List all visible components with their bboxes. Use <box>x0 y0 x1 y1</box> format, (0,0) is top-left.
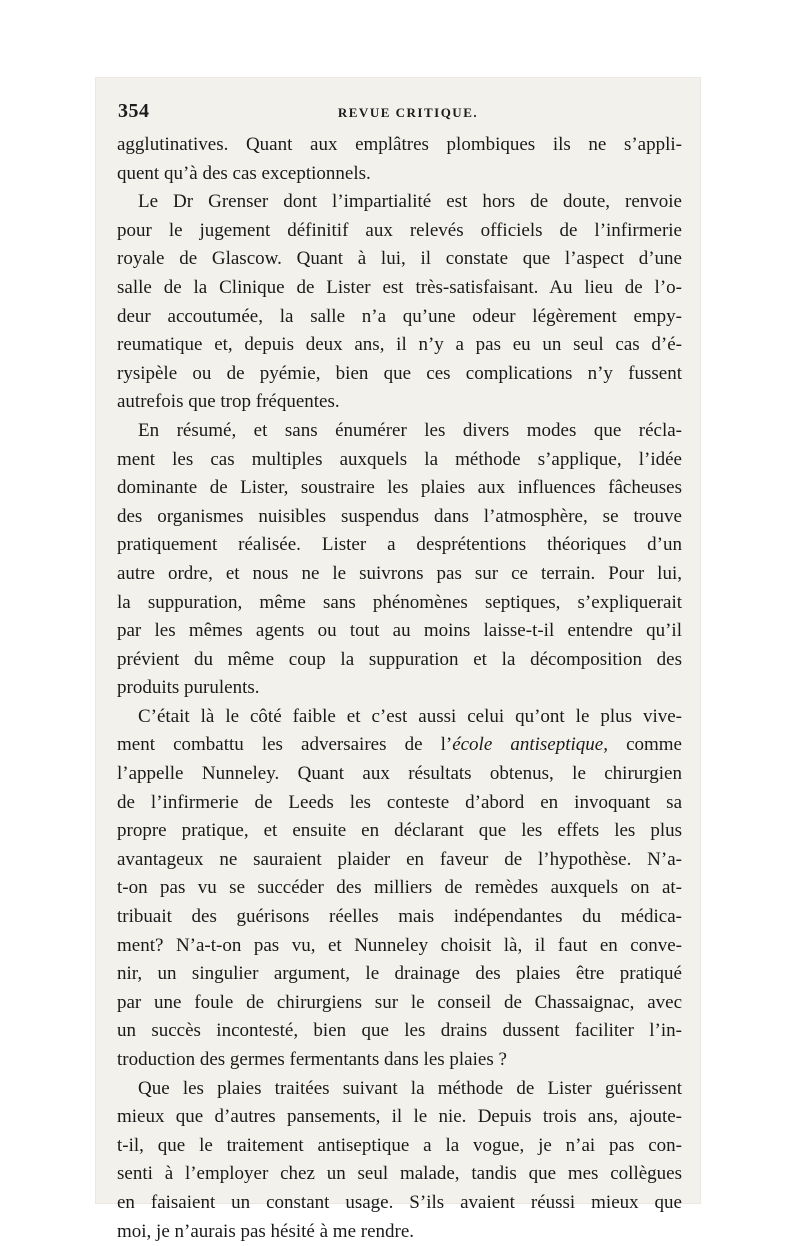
text-segment: comme <box>607 734 682 756</box>
text-line: prévient du même coup la suppuration et la décomposition des <box>117 648 682 670</box>
text-line: propre pratique, et ensuite en déclarant que les effets les plus <box>117 820 682 842</box>
text-line: C’était là le côté faible et c’est aussi celui qu’ont le plus vive- <box>138 705 682 727</box>
text-line: produits purulents. <box>117 677 260 699</box>
text-line: autre ordre, et nous ne le suivrons pas sur ce terrain. Pour lui, <box>117 562 682 584</box>
italic-term: école antiseptique, <box>452 734 608 756</box>
text-line: avantageux ne sauraient plaider en faveur de l’hypothèse. N’a- <box>117 848 682 870</box>
text-line: quent qu’à des cas exceptionnels. <box>117 162 371 184</box>
text-line: salle de la Clinique de Lister est très-satisfaisant. Au lieu de l’o- <box>117 276 682 298</box>
text-line <box>117 731 682 760</box>
text-line: t-il, que le traitement antiseptique a la vogue, je n’ai pas con- <box>117 1134 682 1156</box>
body-text <box>117 131 682 1246</box>
text-line: troduction des germes fermentants dans les plaies ? <box>117 1049 507 1070</box>
text-line: l’appelle Nunneley. Quant aux résultats obtenus, le chirurgien <box>117 763 682 785</box>
text-line: autrefois que trop fréquentes. <box>117 391 340 413</box>
text-line: royale de Glascow. Quant à lui, il constate que l’aspect d’une <box>117 248 682 270</box>
text-line: pratiquement réalisée. Lister a desprétentions théoriques d’un <box>117 534 682 556</box>
text-line: un succès incontesté, bien que les drains dussent faciliter l’in- <box>117 1020 682 1042</box>
text-line: mieux que d’autres pansements, il le nie. Depuis trois ans, ajoute- <box>117 1106 682 1128</box>
text-segment: ment combattu les adversaires de l’ <box>117 734 453 756</box>
running-head: REVUE CRITIQUE. <box>337 105 479 120</box>
text-line: des organismes nuisibles suspendus dans l’atmosphère, se trouve <box>117 505 682 527</box>
text-line: deur accoutumée, la salle n’a qu’une odeur légèrement empy- <box>117 305 682 327</box>
page-number: 354 <box>118 100 150 122</box>
text-line: reumatique et, depuis deux ans, il n’y a pas eu un seul cas d’é- <box>117 334 682 356</box>
text-line: en faisaient un constant usage. S’ils avaient réussi mieux que <box>117 1191 682 1213</box>
text-line: agglutinatives. Quant aux emplâtres plombiques ils ne s’appli- <box>117 134 682 155</box>
text-line: ment les cas multiples auxquels la méthode s’applique, l’idée <box>117 448 682 470</box>
text-line: la suppuration, même sans phénomènes septiques, s’expliquerait <box>117 591 682 613</box>
text-line: tribuait des guérisons réelles mais indépendantes du médica- <box>117 906 682 928</box>
text-line: t-on pas vu se succéder des milliers de remèdes auxquels on at- <box>117 877 682 899</box>
text-line: Que les plaies traitées suivant la méthode de Lister guérissent <box>138 1077 682 1099</box>
text-line: nir, un singulier argument, le drainage des plaies être pratiqué <box>117 963 682 985</box>
text-line: par une foule de chirurgiens sur le conseil de Chassaignac, avec <box>117 991 682 1013</box>
text-line: En résumé, et sans énumérer les divers modes que récla- <box>138 419 682 441</box>
text-line: de l’infirmerie de Leeds les conteste d’abord en invoquant sa <box>117 791 682 813</box>
text-line: senti à l’employer chez un seul malade, tandis que mes collègues <box>117 1163 682 1185</box>
text-line: ment? N’a-t-on pas vu, et Nunneley choisit là, il faut en conve- <box>117 934 682 956</box>
text-line: rysipèle ou de pyémie, bien que ces complications n’y fussent <box>117 362 682 384</box>
text-line: moi, je n’aurais pas hésité à me rendre. <box>117 1220 415 1242</box>
text-line: pour le jugement définitif aux relevés officiels de l’infirmerie <box>117 219 682 241</box>
page-header <box>118 100 698 124</box>
text-line: dominante de Lister, soustraire les plaies aux influences fâcheuses <box>117 477 682 499</box>
text-line: Le Dr Grenser dont l’impartialité est hors de doute, renvoie <box>138 191 682 213</box>
text-line: par les mêmes agents ou tout au moins laisse-t-il entendre qu’il <box>117 620 682 642</box>
